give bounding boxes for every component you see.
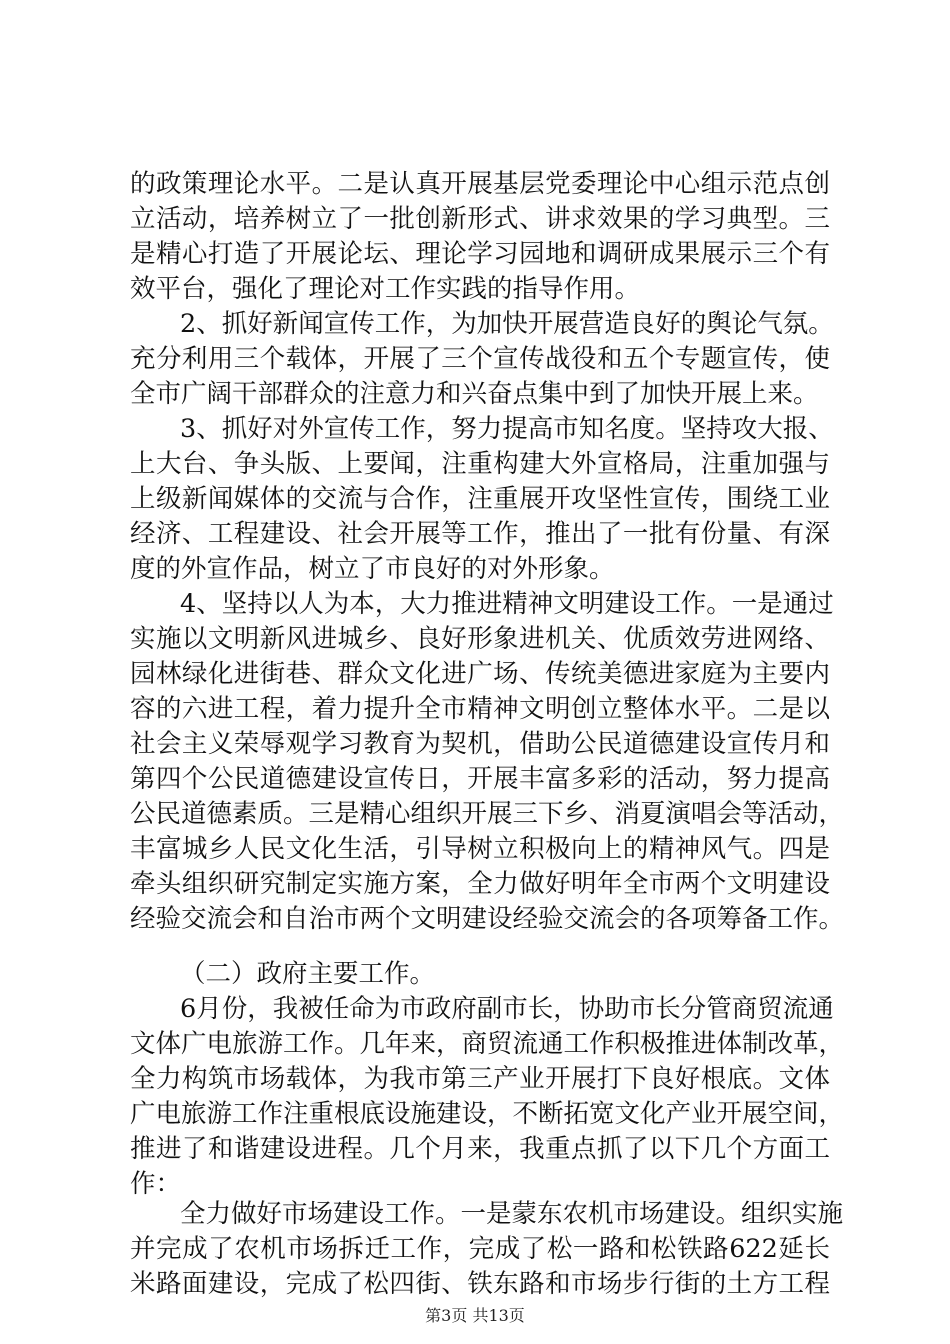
text-line: 园林绿化进街巷、群众文化进广场、传统美德进家庭为主要内	[130, 659, 830, 689]
text-line: 容的六进工程，着力提升全市精神文明创立整体水平。二是以	[130, 694, 830, 724]
text-line: 经济、工程建设、社会开展等工作，推出了一批有份量、有深	[130, 519, 830, 549]
text-line: 全市广阔干部群众的注意力和兴奋点集中到了加快开展上来。	[130, 379, 819, 409]
text-line: 米路面建设，完成了松四街、铁东路和市场步行街的土方工程	[130, 1269, 830, 1299]
text-line: 公民道德素质。三是精心组织开展三下乡、消夏演唱会等活动，	[130, 799, 845, 829]
text-line: 推进了和谐建设进程。几个月来，我重点抓了以下几个方面工	[130, 1134, 830, 1164]
text-line: 广电旅游工作注重根底设施建设，不断拓宽文化产业开展空间，	[130, 1099, 845, 1129]
text-line: 上大台、争头版、上要闻，注重构建大外宣格局，注重加强与	[130, 449, 830, 479]
text-line: 全力构筑市场载体，为我市第三产业开展打下良好根底。文体	[130, 1064, 830, 1094]
text-line: 是精心打造了开展论坛、理论学习园地和调研成果展示三个有	[130, 239, 830, 269]
text-line: 充分利用三个载体，开展了三个宣传战役和五个专题宣传，使	[130, 344, 830, 374]
text-line: 丰富城乡人民文化生活，引导树立积极向上的精神风气。四是	[130, 834, 830, 864]
text-line: 上级新闻媒体的交流与合作，注重展开攻坚性宣传，围绕工业	[130, 484, 830, 514]
text-line: 经验交流会和自治市两个文明建设经验交流会的各项筹备工作。	[130, 904, 845, 934]
text-line: 效平台，强化了理论对工作实践的指导作用。	[130, 274, 641, 304]
text-line: 实施以文明新风进城乡、良好形象进机关、优质效劳进网络、	[130, 624, 830, 654]
text-line: 文体广电旅游工作。几年来，商贸流通工作积极推进体制改革，	[130, 1029, 845, 1059]
paragraph-start-line: 全力做好市场建设工作。一是蒙东农机市场建设。组织实施	[180, 1199, 844, 1229]
text-line: 并完成了农机市场拆迁工作，完成了松一路和松铁路622延长	[130, 1234, 830, 1264]
text-line: 立活动，培养树立了一批创新形式、讲求效果的学习典型。三	[130, 204, 830, 234]
paragraph-start-line: 4、坚持以人为本，大力推进精神文明建设工作。一是通过	[180, 589, 834, 619]
text-line: 的政策理论水平。二是认真开展基层党委理论中心组示范点创	[130, 169, 830, 199]
text-line: 第四个公民道德建设宣传日，开展丰富多彩的活动，努力提高	[130, 764, 830, 794]
text-line: 社会主义荣辱观学习教育为契机，借助公民道德建设宣传月和	[130, 729, 830, 759]
paragraph-start-line: 2、抓好新闻宣传工作，为加快开展营造良好的舆论气氛。	[180, 309, 834, 339]
page-number-footer: 第3页 共13页	[425, 1306, 525, 1325]
text-line: 牵头组织研究制定实施方案，全力做好明年全市两个文明建设	[130, 869, 830, 899]
paragraph-start-line: 6月份，我被任命为市政府副市长，协助市长分管商贸流通	[180, 994, 834, 1024]
paragraph-start-line: 3、抓好对外宣传工作，努力提高市知名度。坚持攻大报、	[180, 414, 834, 444]
section-heading: （二）政府主要工作。	[180, 959, 436, 989]
text-line: 度的外宣作品，树立了市良好的对外形象。	[130, 554, 615, 584]
text-line: 作：	[130, 1169, 182, 1199]
